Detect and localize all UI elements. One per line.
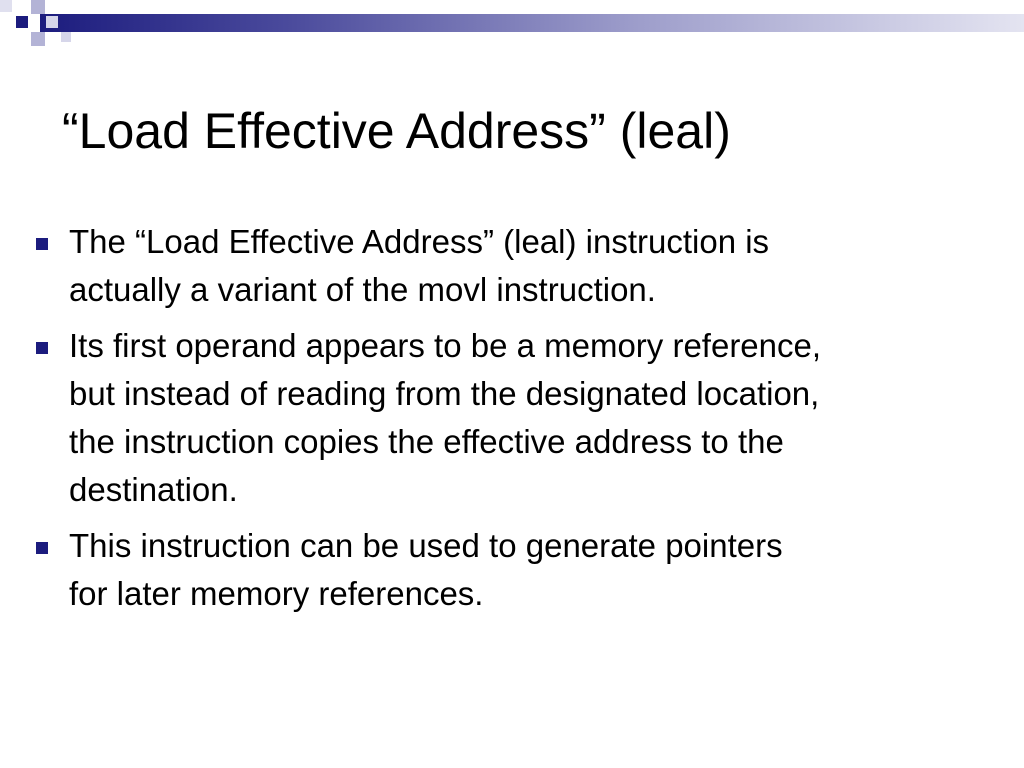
bullet-item — [32, 522, 992, 618]
bullet-line: the instruction copies the effective address to the — [69, 423, 784, 460]
bullet-line: actually a variant of the movl instruction. — [69, 271, 656, 308]
bullet-line: This instruction can be used to generate pointers — [69, 527, 783, 564]
decorative-square — [31, 0, 45, 14]
square-bullet-icon — [36, 542, 48, 554]
slide-title: “Load Effective Address” (leal) — [62, 103, 731, 159]
bullet-item — [32, 218, 992, 314]
bullet-line: for later memory references. — [69, 575, 484, 612]
decorative-square — [0, 0, 12, 12]
bullet-line: but instead of reading from the designated location, — [69, 375, 820, 412]
decorative-square — [16, 16, 28, 28]
decorative-square — [31, 32, 45, 46]
bullet-line: Its first operand appears to be a memory reference, — [69, 327, 822, 364]
header-decoration-band — [40, 14, 1024, 32]
bullet-line: The “Load Effective Address” (leal) instruction is — [69, 223, 770, 260]
decorative-square — [61, 32, 71, 42]
bullet-item — [32, 322, 992, 514]
decorative-square — [46, 16, 58, 28]
square-bullet-icon — [36, 238, 48, 250]
bullet-list — [32, 218, 992, 626]
square-bullet-icon — [36, 342, 48, 354]
bullet-line: destination. — [69, 471, 238, 508]
